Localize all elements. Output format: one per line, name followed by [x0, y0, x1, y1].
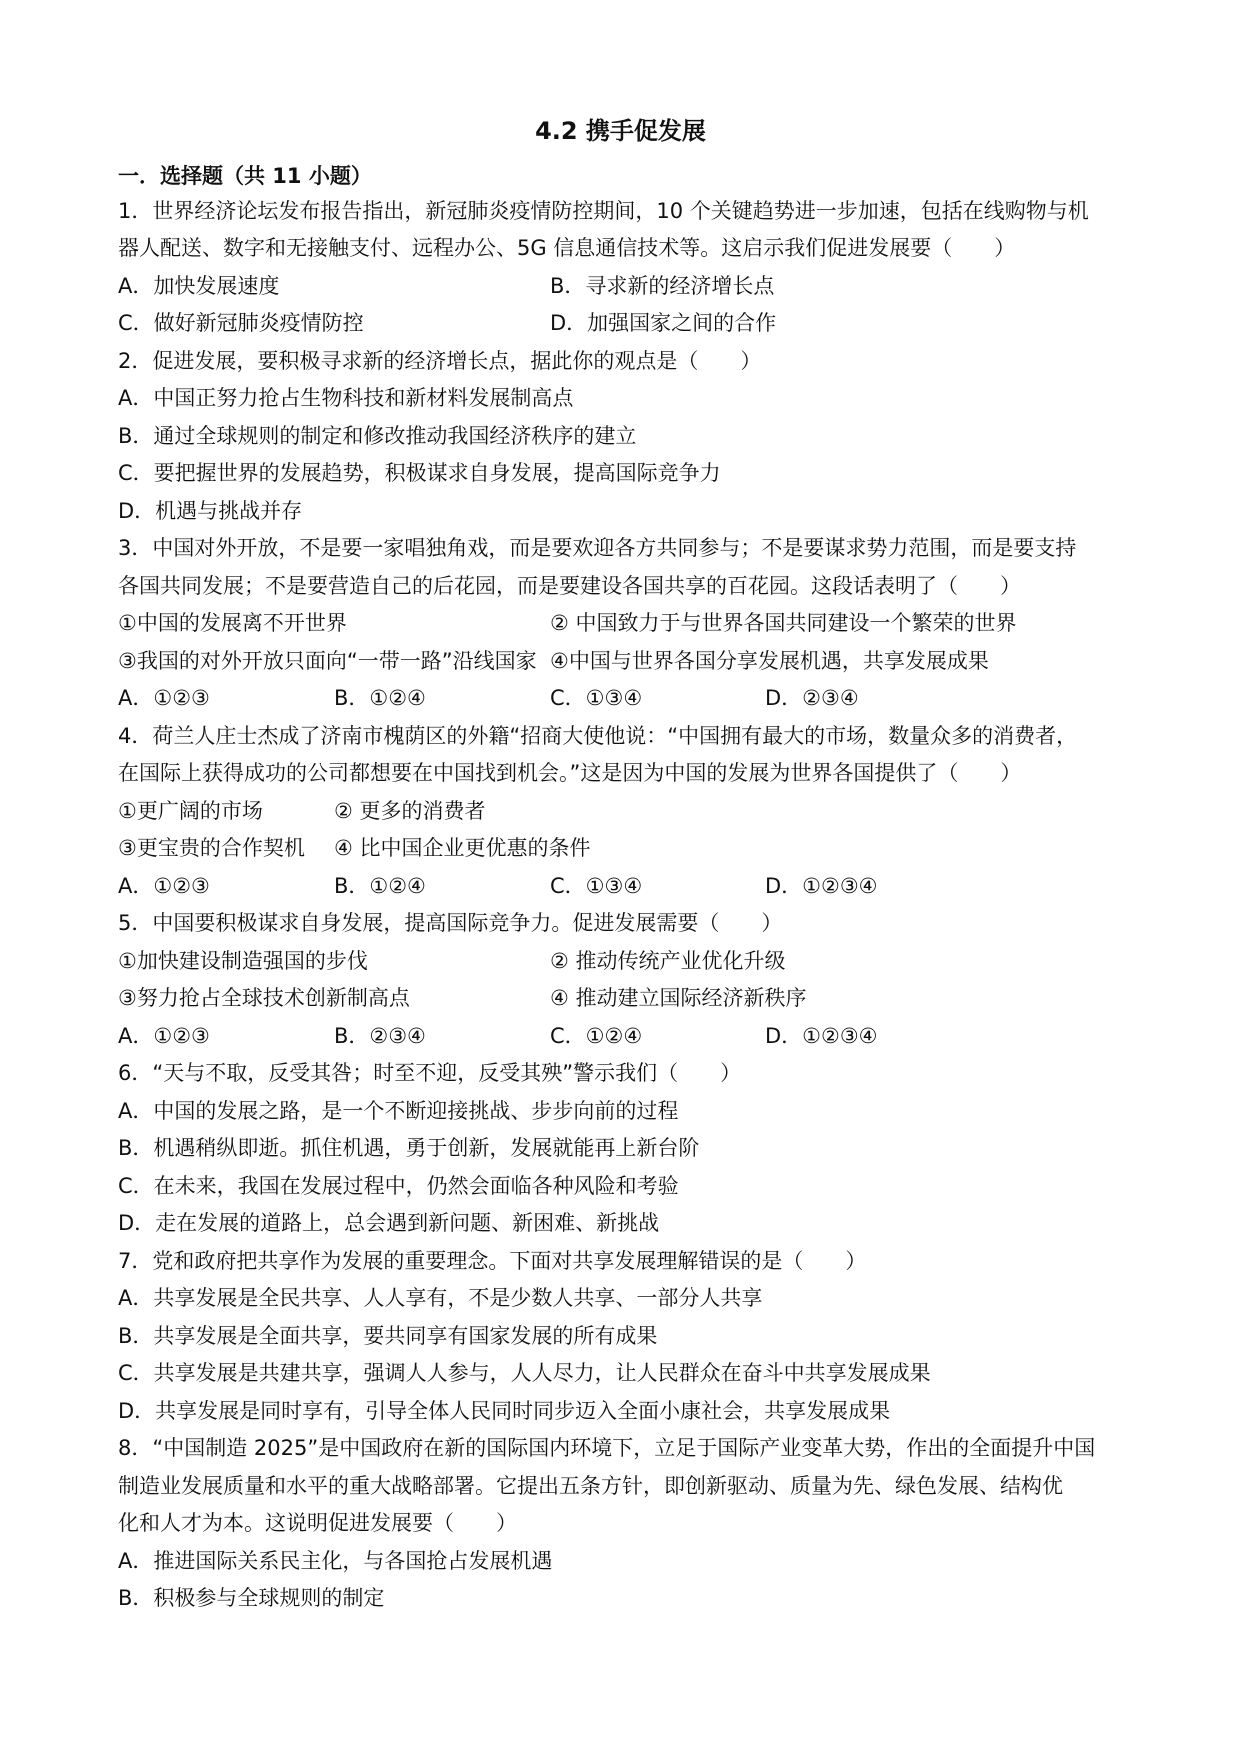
question-1-option-c: C．做好新冠肺炎疫情防控 — [118, 311, 364, 335]
question-5-option-b: B．②③④ — [334, 1024, 426, 1048]
question-4-statement-2: ② 更多的消费者 — [334, 799, 486, 823]
section-heading: 一．选择题（共 11 小题） — [118, 164, 372, 188]
question-4-line-1: 4．荷兰人庄士杰成了济南市槐荫区的外籍“招商大使他说：“中国拥有最大的市场，数量众多的消费者， — [118, 724, 1078, 748]
question-4-line-2: 在国际上获得成功的公司都想要在中国找到机会。”这是因为中国的发展为世界各国提供了（ ） — [118, 761, 1022, 785]
question-4-statement-3: ③更宝贵的合作契机 — [118, 836, 305, 860]
question-1-line-1: 1．世界经济论坛发布报告指出，新冠肺炎疫情防控期间，10 个关键趋势进一步加速，包括在线购物与机 — [118, 199, 1089, 223]
question-3-option-d: D．②③④ — [765, 686, 859, 710]
question-1-line-2: 器人配送、数字和无接触支付、远程办公、5G 信息通信技术等。这启示我们促进发展要（ ） — [118, 236, 1016, 260]
question-7-stem: 7．党和政府把共享作为发展的重要理念。下面对共享发展理解错误的是（ ） — [118, 1249, 867, 1273]
question-2-option-b: B．通过全球规则的制定和修改推动我国经济秩序的建立 — [118, 424, 637, 448]
question-5-stem: 5．中国要积极谋求自身发展，提高国际竞争力。促进发展需要（ ） — [118, 911, 783, 935]
question-4-statement-4: ④ 比中国企业更优惠的条件 — [334, 836, 591, 860]
question-5-statement-4: ④ 推动建立国际经济新秩序 — [550, 986, 807, 1010]
question-3-statement-3: ③我国的对外开放只面向“一带一路”沿线国家 — [118, 649, 537, 673]
question-8-line-2: 制造业发展质量和水平的重大战略部署。它提出五条方针，即创新驱动、质量为先、绿色发展、结构优 — [118, 1474, 1063, 1498]
question-1-option-a: A．加快发展速度 — [118, 274, 280, 298]
question-4-statement-1: ①更广阔的市场 — [118, 799, 263, 823]
question-3-option-c: C．①③④ — [550, 686, 643, 710]
question-5-statement-2: ② 推动传统产业优化升级 — [550, 949, 786, 973]
question-1-option-b: B．寻求新的经济增长点 — [550, 274, 775, 298]
question-1-option-d: D．加强国家之间的合作 — [550, 311, 777, 335]
question-2-option-a: A．中国正努力抢占生物科技和新材料发展制高点 — [118, 386, 574, 410]
question-5-option-c: C．①②④ — [550, 1024, 643, 1048]
question-3-option-b: B．①②④ — [334, 686, 426, 710]
question-2-stem: 2．促进发展，要积极寻求新的经济增长点，据此你的观点是（ ） — [118, 349, 762, 373]
question-3-line-1: 3．中国对外开放，不是要一家唱独角戏，而是要欢迎各方共同参与；不是要谋求势力范围，而是要支持 — [118, 536, 1077, 560]
question-7-option-d: D．共享发展是同时享有，引导全体人民同时同步迈入全面小康社会，共享发展成果 — [118, 1399, 891, 1423]
question-5-option-a: A．①②③ — [118, 1024, 210, 1048]
question-3-statement-4: ④中国与世界各国分享发展机遇，共享发展成果 — [550, 649, 989, 673]
question-6-option-c: C．在未来，我国在发展过程中，仍然会面临各种风险和考验 — [118, 1174, 679, 1198]
question-3-line-2: 各国共同发展；不是要营造自己的后花园，而是要建设各国共享的百花园。这段话表明了（ ） — [118, 574, 1021, 598]
question-8-option-b: B．积极参与全球规则的制定 — [118, 1586, 385, 1610]
question-8-option-a: A．推进国际关系民主化，与各国抢占发展机遇 — [118, 1549, 553, 1573]
question-4-option-d: D．①②③④ — [765, 874, 878, 898]
question-3-statement-1: ①中国的发展离不开世界 — [118, 611, 347, 635]
question-7-option-b: B．共享发展是全面共享，要共同享有国家发展的所有成果 — [118, 1324, 658, 1348]
question-3-option-a: A．①②③ — [118, 686, 210, 710]
question-7-option-c: C．共享发展是共建共享，强调人人参与，人人尽力，让人民群众在奋斗中共享发展成果 — [118, 1361, 931, 1385]
question-6-option-d: D．走在发展的道路上，总会遇到新问题、新困难、新挑战 — [118, 1211, 660, 1235]
question-3-statement-2: ② 中国致力于与世界各国共同建设一个繁荣的世界 — [550, 611, 1017, 635]
page-title: 4.2 携手促发展 — [535, 117, 706, 145]
question-5-statement-3: ③努力抢占全球技术创新制高点 — [118, 986, 410, 1010]
question-8-line-1: 8．“中国制造 2025”是中国政府在新的国际国内环境下，立足于国际产业变革大势，作出的全面提升中国 — [118, 1436, 1096, 1460]
question-7-option-a: A．共享发展是全民共享、人人享有，不是少数人共享、一部分人共享 — [118, 1286, 763, 1310]
question-2-option-c: C．要把握世界的发展趋势，积极谋求自身发展，提高国际竞争力 — [118, 461, 721, 485]
question-4-option-b: B．①②④ — [334, 874, 426, 898]
question-4-option-a: A．①②③ — [118, 874, 210, 898]
question-5-statement-1: ①加快建设制造强国的步伐 — [118, 949, 368, 973]
question-6-option-a: A．中国的发展之路，是一个不断迎接挑战、步步向前的过程 — [118, 1099, 679, 1123]
question-6-stem: 6．“天与不取，反受其咎；时至不迎，反受其殃”警示我们（ ） — [118, 1061, 742, 1085]
question-6-option-b: B．机遇稍纵即逝。抓住机遇，勇于创新，发展就能再上新台阶 — [118, 1136, 700, 1160]
question-4-option-c: C．①③④ — [550, 874, 643, 898]
question-5-option-d: D．①②③④ — [765, 1024, 878, 1048]
question-2-option-d: D．机遇与挑战并存 — [118, 499, 303, 523]
question-8-line-3: 化和人才为本。这说明促进发展要（ ） — [118, 1511, 517, 1535]
